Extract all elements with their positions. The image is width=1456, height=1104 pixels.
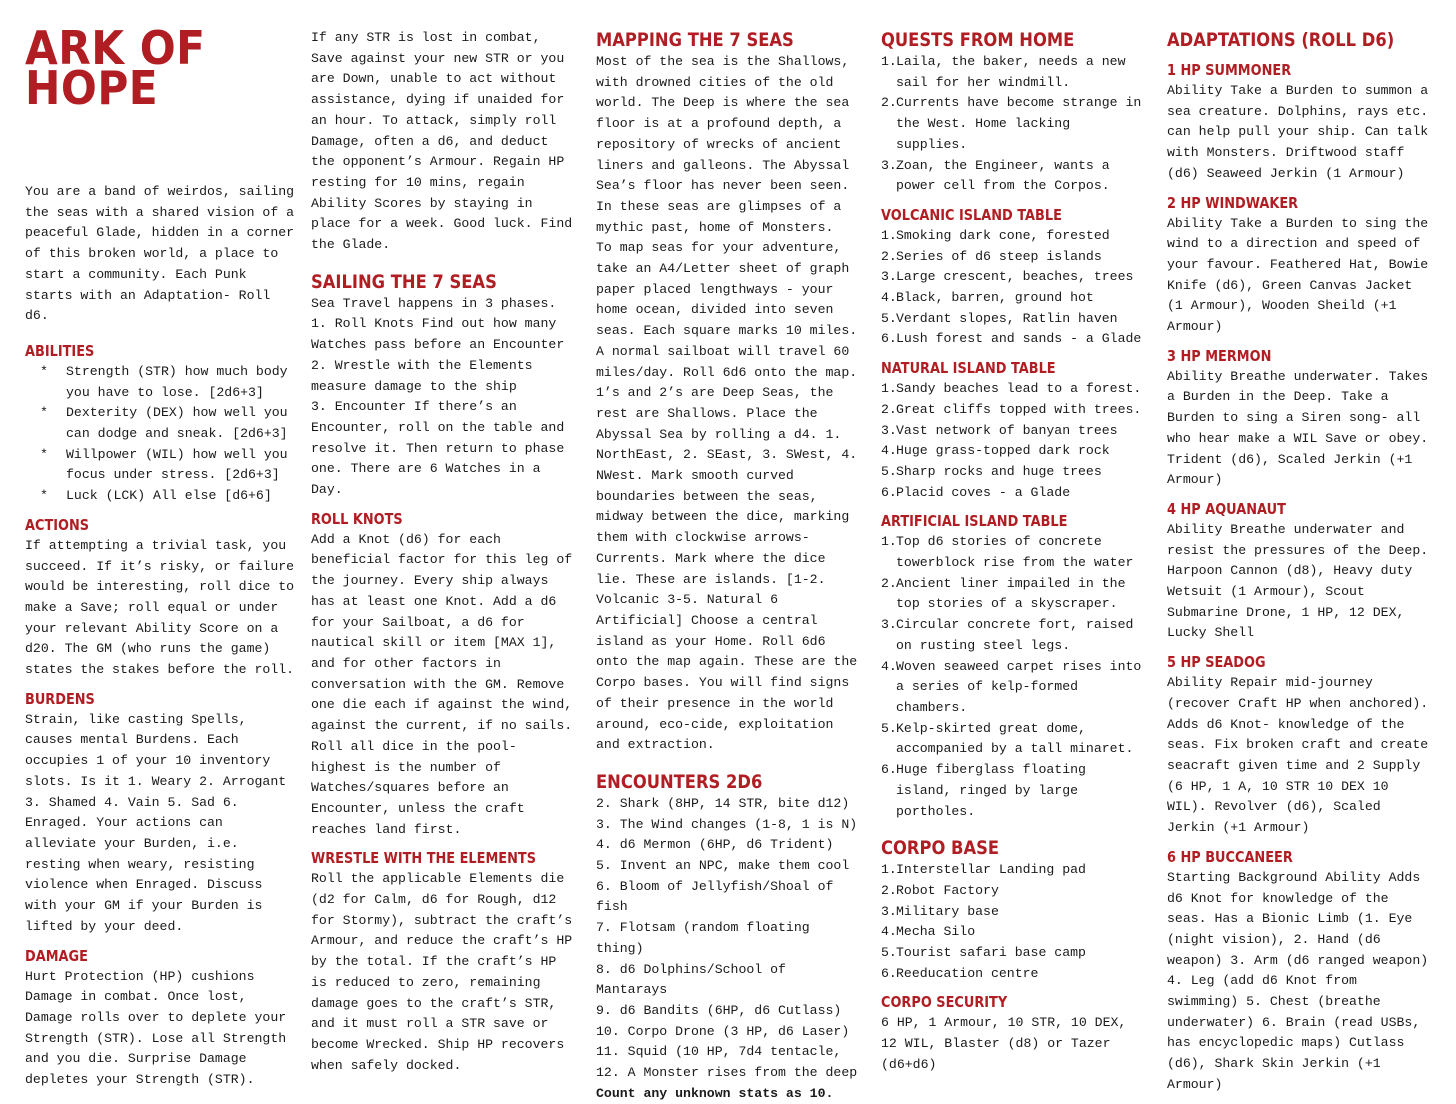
- adaptation-title: 1 HP SUMMONER: [1167, 61, 1292, 79]
- abilities-list: [25, 362, 295, 507]
- item-text: Lush forest and sands - a Glade: [896, 331, 1142, 347]
- mapping-text-2: To map seas for your adventure, take an A4/Letter sheet of graph paper placed lengthways - your home ocean, divided into seven seas. Each square marks 10 miles. A normal sailboat will travel 60 miles/day. Roll 6d6 onto the map. 1’s and 2’s are Deep Seas, the rest are Shallows. Place the Abyssal Sea by rolling a d4. 1. NorthEast, 2. SEast, 3. SWest, 4. NWest. Mark smooth curved boundaries between the seas, midway between the dice, marking them with clockwise arrows- Currents. Mark where the dice lie. These are islands. [1-2. Volcanic 3-5. Natural 6 Artificial] Choose a central island as your Home. Roll 6d6 onto the map again. These are the Corpo bases. You will find signs of their presence in the world around, eco-cide, exploitation and extraction.: [596, 240, 858, 753]
- adaptation-title: 5 HP SEADOG: [1167, 653, 1266, 672]
- list-item: 8. d6 Dolphins/School of Mantarays: [596, 961, 786, 998]
- list-item: [881, 52, 1149, 93]
- column-3: [596, 28, 864, 1104]
- list-item: 2. Shark (8HP, 14 STR, bite d12): [596, 795, 850, 811]
- column-2: [311, 28, 579, 1076]
- item-number: 6.: [881, 484, 897, 500]
- item-number: 3.: [881, 422, 897, 438]
- adaptation-text: Ability Take a Burden to sing the wind to a direction and speed of your favour. Feathered Hat, Bowie Knife (d6), Green Canvas Jacket (1 Armour), Wooden Sheild (+1 Armour): [1167, 215, 1429, 335]
- list-item: [881, 93, 1149, 155]
- volcanic-heading: VOLCANIC ISLAND TABLE: [881, 205, 1062, 224]
- item-number: 1.: [881, 54, 897, 69]
- sailing-phase-3: 3. Encounter If there’s an Encounter, roll on the table and resolve it. Then return to phase one. There are 6 Watches in a Day.: [311, 399, 565, 498]
- natural-list: [881, 379, 1149, 503]
- item-number: 3.: [881, 157, 897, 173]
- damage-text-continued: If any STR is lost in combat, Save against your new STR or you are Down, unable to act without assistance, dying if unaided for an hour. To attack, simply roll Damage, often a d6, and deduct the opponent’s Armour. Regain HP resting for 10 mins, regain Ability Scores by staying in place for a week. Good luck. Find the Glade.: [311, 30, 573, 253]
- encounters-heading: ENCOUNTERS 2D6: [596, 770, 763, 793]
- column-5: [1167, 28, 1433, 1096]
- list-item: 11. Squid (10 HP, 7d4 tentacle,: [596, 1044, 842, 1060]
- item-text: Placid coves - a Glade: [896, 484, 1071, 500]
- list-item: [881, 226, 1149, 247]
- item-text: Tourist safari base camp: [896, 945, 1086, 961]
- sailing-phase-1: 1. Roll Knots Find out how many Watches pass before an Encounter: [311, 316, 565, 353]
- list-item: [881, 902, 1149, 923]
- item-number: 5.: [881, 310, 897, 326]
- item-text: Huge fiberglass floating island, ringed by large portholes.: [896, 762, 1086, 819]
- item-number: 5.: [881, 463, 897, 479]
- natural-heading: NATURAL ISLAND TABLE: [881, 359, 1056, 378]
- item-number: 1.: [881, 534, 897, 550]
- roll-knots-heading: ROLL KNOTS: [311, 509, 403, 528]
- item-number: 5.: [881, 720, 897, 736]
- list-item: 3. The Wind changes (1-8, 1 is N): [596, 816, 858, 832]
- column-4: [881, 28, 1149, 1076]
- wrestle-heading: WRESTLE WITH THE ELEMENTS: [311, 849, 536, 868]
- item-text: Robot Factory: [896, 882, 999, 898]
- wrestle-text: Roll the applicable Elements die (d2 for Calm, d6 for Rough, d12 for Stormy), subtract the craft’s Armour, and reduce the craft’s HP by the total. If the craft’s HP is reduced to zero, remaining damage goes to the craft’s STR, and it must roll a STR save or become Wrecked. Ship HP recovers when safely docked.: [311, 871, 573, 1073]
- list-item: [881, 247, 1149, 268]
- quests-heading: QUESTS FROM HOME: [881, 29, 1075, 51]
- adaptations-heading: ADAPTATIONS (ROLL D6): [1167, 29, 1395, 51]
- list-item: [881, 574, 1149, 615]
- artificial-heading: ARTIFICIAL ISLAND TABLE: [881, 512, 1068, 531]
- adaptation-title: 2 HP WINDWAKER: [1167, 193, 1299, 212]
- actions-heading: ACTIONS: [25, 515, 90, 534]
- item-number: 3.: [881, 903, 897, 919]
- burdens-heading: BURDENS: [25, 689, 95, 708]
- corpo-security-heading: CORPO SECURITY: [881, 993, 1008, 1012]
- item-number: 1.: [881, 381, 897, 397]
- item-number: 4.: [881, 443, 897, 459]
- damage-text: Hurt Protection (HP) cushions Damage in combat. Once lost, Damage rolls over to deplete your Strength (STR). Lose all Strength and you die. Surprise Damage depletes your Strength (STR).: [25, 968, 287, 1088]
- list-item: [881, 657, 1149, 719]
- list-item: 6. Bloom of Jellyfish/Shoal of fish: [596, 878, 834, 915]
- item-text: Reeducation centre: [896, 965, 1039, 981]
- list-item: [881, 615, 1149, 656]
- item-number: 3.: [881, 617, 897, 633]
- item-text: Zoan, the Engineer, wants a power cell from the Corpos.: [896, 157, 1110, 194]
- list-item: [881, 483, 1149, 504]
- list-item: [881, 532, 1149, 573]
- list-item: * Willpower (WIL) how well you focus under stress. [2d6+3]: [25, 445, 295, 486]
- artificial-list: [881, 532, 1149, 822]
- item-number: 1.: [881, 862, 897, 878]
- adaptation-text: Ability Breathe underwater. Takes a Burden in the Deep. Take a Burden to sing a Siren song- all who hear make a WIL Save or obey. Trident (d6), Scaled Jerkin (+1 Armour): [1167, 368, 1429, 488]
- encounters-footer: Count any unknown stats as 10.: [596, 1085, 834, 1101]
- item-number: 3.: [881, 269, 897, 285]
- adaptation-title: 6 HP BUCCANEER: [1167, 847, 1293, 866]
- damage-heading: DAMAGE: [25, 946, 88, 965]
- list-item: [881, 329, 1149, 350]
- corpo-security-text: 6 HP, 1 Armour, 10 STR, 10 DEX, 12 WIL, Blaster (d8) or Tazer (d6+d6): [881, 1015, 1127, 1072]
- list-item: [881, 379, 1149, 400]
- item-text: Black, barren, ground hot: [896, 290, 1094, 306]
- list-item: [881, 441, 1149, 462]
- corpo-base-list: [881, 860, 1149, 984]
- item-text: Great cliffs topped with trees.: [896, 401, 1142, 417]
- item-text: Large crescent, beaches, trees: [896, 269, 1134, 285]
- item-text: Series of d6 steep islands: [896, 248, 1102, 264]
- list-item: 4. d6 Mermon (6HP, d6 Trident): [596, 837, 834, 853]
- item-number: 1.: [881, 227, 897, 243]
- item-text: Laila, the baker, needs a new sail for her windmill.: [896, 54, 1126, 90]
- list-item: [881, 860, 1149, 881]
- item-text: Top d6 stories of concrete towerblock rise from the water: [896, 534, 1134, 571]
- list-item: 7. Flotsam (random floating thing): [596, 920, 810, 956]
- list-item: [881, 156, 1149, 197]
- item-text: Mecha Silo: [896, 924, 976, 940]
- adaptation-text: Ability Repair mid-journey (recover Craft HP when anchored). Adds d6 Knot- knowledge of the seas. Fix broken craft and create seacraft given time and 2 Supply (6 HP, 1 A, 10 STR 10 DEX 10 WIL). Revolver (d6), Scaled Jerkin (+1 Armour): [1167, 675, 1429, 836]
- encounters-list: [596, 794, 864, 1084]
- corpo-base-heading: CORPO BASE: [881, 837, 1000, 860]
- adaptation-text: Starting Background Ability Adds d6 Knot for knowledge of the seas. Has a Bionic Limb (1. Eye (night vision), 2. Hand (d6 weapon) 3. Arm (d6 ranged weapon) 4. Leg (add d6 Knot from swimming) 5. Chest (breathe underwater) 6. Brain (read USBs, has encyclopedic maps) Cutlass (d6), Shark Skin Jerkin (+1 Armour): [1167, 869, 1429, 1092]
- item-text: Currents have become strange in the West. Home lacking supplies.: [896, 95, 1142, 152]
- volcanic-list: [881, 226, 1149, 350]
- item-number: 2.: [881, 882, 897, 898]
- adaptation-text: Ability Take a Burden to summon a sea creature. Dolphins, rays etc. can help pull your ship. Can talk with Monsters. Driftwood staff (d6) Seaweed Jerkin (1 Armour): [1167, 83, 1429, 181]
- list-item: * Luck (LCK) All else [d6+6]: [25, 486, 295, 507]
- mapping-text: Most of the sea is the Shallows, with drowned cities of the old world. The Deep is where the sea floor is at a profound depth, a repository of wrecks of ancient liners and galleons. The Abyssal Sea’s floor has never been seen. In these seas are glimpses of a mythic past, home of Monsters.: [596, 54, 850, 235]
- item-number: 4.: [881, 290, 897, 306]
- list-item: * Dexterity (DEX) how well you can dodge and sneak. [2d6+3]: [25, 403, 295, 444]
- list-item: [881, 400, 1149, 421]
- item-number: 4.: [881, 658, 897, 674]
- item-text: Sharp rocks and huge trees: [896, 463, 1102, 479]
- item-number: 4.: [881, 924, 897, 940]
- item-text: Woven seaweed carpet rises into a series of kelp-formed chambers.: [896, 658, 1142, 715]
- list-item: 5. Invent an NPC, make them cool: [596, 858, 850, 874]
- intro-text: You are a band of weirdos, sailing the seas with a shared vision of a peaceful Glade, hidden in a corner of this broken world, a place to start a community. Each Punk starts with an Adaptation- Roll d6.: [25, 184, 295, 324]
- item-number: 2.: [881, 248, 897, 264]
- list-item: [881, 421, 1149, 442]
- item-text: Ancient liner impailed in the top stories of a skyscraper.: [896, 575, 1126, 612]
- actions-text: If attempting a trivial task, you succeed. If it’s risky, or failure would be interesting, roll dice to make a Save; roll equal or under your relevant Ability Score on a d20. The GM (who runs the game) states the stakes before the roll.: [25, 537, 295, 678]
- quests-list: [881, 52, 1149, 197]
- roll-knots-text: Add a Knot (d6) for each beneficial factor for this leg of the journey. Every ship always has at least one Knot. Add a d6 for your Sailboat, a d6 for nautical skill or item [MAX 1], and for other factors in conversation with the GM. Remove one die each if against the wind, against the current, if no sails. Roll all dice in the pool- highest is the number of Watches/squares before an Encounter, unless the craft reaches land first.: [311, 531, 573, 837]
- item-text: Kelp-skirted great dome, accompanied by a tall minaret.: [896, 720, 1134, 757]
- list-item: [881, 922, 1149, 943]
- item-text: Circular concrete fort, raised on rusting steel legs.: [896, 617, 1134, 653]
- sailing-phase-2: 2. Wrestle with the Elements measure damage to the ship: [311, 357, 533, 394]
- adaptation-text: Ability Breathe underwater and resist the pressures of the Deep. Harpoon Cannon (d8), Heavy duty Wetsuit (1 Armour), Scout Submarine Drone, 1 HP, 12 DEX, Lucky Shell: [1167, 521, 1429, 641]
- list-item: 12. A Monster rises from the deep: [596, 1065, 858, 1081]
- item-number: 2.: [881, 575, 897, 591]
- item-text: Vast network of banyan trees: [896, 422, 1118, 438]
- item-number: 6.: [881, 331, 897, 347]
- list-item: [881, 943, 1149, 964]
- list-item: [881, 288, 1149, 309]
- item-text: Interstellar Landing pad: [896, 862, 1086, 878]
- column-1: [25, 21, 295, 1091]
- list-item: [881, 760, 1149, 822]
- item-number: 5.: [881, 945, 897, 961]
- item-number: 2.: [881, 95, 897, 111]
- list-item: [881, 881, 1149, 902]
- item-number: 6.: [881, 965, 897, 981]
- list-item: * Strength (STR) how much body you have to lose. [2d6+3]: [25, 362, 295, 403]
- item-text: Verdant slopes, Ratlin haven: [896, 310, 1118, 326]
- item-text: Sandy beaches lead to a forest.: [896, 381, 1142, 397]
- adaptation-title: 3 HP MERMON: [1167, 346, 1272, 365]
- list-item: [881, 309, 1149, 330]
- list-item: 10. Corpo Drone (3 HP, d6 Laser): [596, 1023, 850, 1039]
- sailing-intro: Sea Travel happens in 3 phases.: [311, 295, 557, 311]
- abilities-heading: ABILITIES: [25, 341, 95, 360]
- item-number: 2.: [881, 401, 897, 417]
- item-number: 6.: [881, 762, 897, 778]
- page-title: ARK OF HOPE: [25, 21, 206, 115]
- adaptation-title: 4 HP AQUANAUT: [1167, 499, 1286, 518]
- item-text: Huge grass-topped dark rock: [896, 443, 1110, 459]
- burdens-text: Strain, like casting Spells, causes mental Burdens. Each occupies 1 of your 10 inventory slots. Is it 1. Weary 2. Arrogant 3. Shamed 4. Vain 5. Sad 6. Enraged. Your actions can alleviate your Burden, i.e. resting when weary, resisting violence when Enraged. Discuss with your GM if your Burden is lifted by your deed.: [25, 711, 287, 934]
- list-item: [881, 267, 1149, 288]
- list-item: [881, 964, 1149, 985]
- item-text: Smoking dark cone, forested: [896, 227, 1110, 243]
- list-item: [881, 719, 1149, 760]
- sailing-heading: SAILING THE 7 SEAS: [311, 270, 497, 293]
- list-item: 9. d6 Bandits (6HP, d6 Cutlass): [596, 1002, 842, 1018]
- list-item: [881, 462, 1149, 483]
- mapping-heading: MAPPING THE 7 SEAS: [596, 29, 794, 51]
- item-text: Military base: [896, 903, 999, 919]
